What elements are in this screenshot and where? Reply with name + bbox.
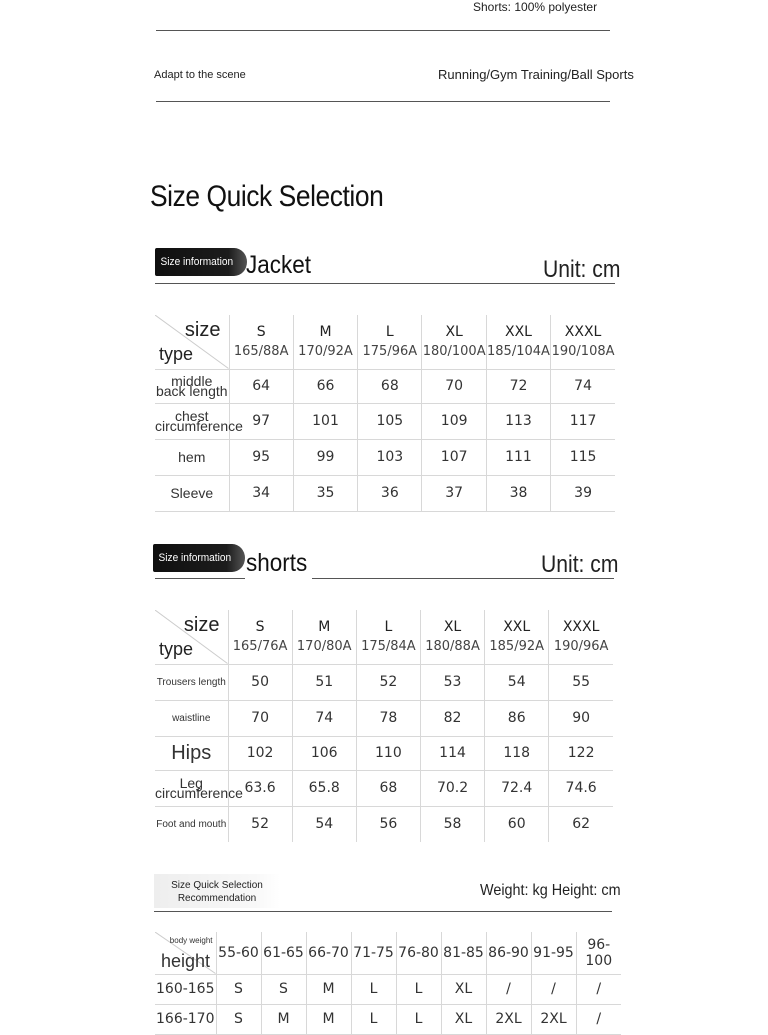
cell: 78 <box>356 700 420 736</box>
size-col-header: L 175/84A <box>356 610 420 664</box>
divider <box>312 578 614 579</box>
jacket-title: Jacket <box>246 251 312 279</box>
cell: 74.6 <box>549 770 613 806</box>
cell: / <box>486 974 531 1004</box>
cell: 95 <box>229 439 293 475</box>
row-label: waistline <box>155 700 228 736</box>
cell: 106 <box>292 736 356 770</box>
size-col-header: XXXL 190/108A <box>551 315 615 369</box>
size-col-header: XL 180/88A <box>420 610 484 664</box>
cell: 68 <box>356 770 420 806</box>
row-label: Hips <box>155 736 228 770</box>
jacket-unit: Unit: cm <box>543 256 621 283</box>
cell: 36 <box>358 475 422 511</box>
cell: 72 <box>486 369 550 403</box>
cell: M <box>306 974 351 1004</box>
table-row <box>155 806 613 842</box>
cell: 60 <box>485 806 549 842</box>
table-row <box>155 439 615 475</box>
table-row <box>155 700 613 736</box>
divider <box>156 30 610 31</box>
row-label: chest circumference <box>155 403 229 439</box>
weight-header: 61-65 <box>261 932 306 974</box>
cell: 63.6 <box>228 770 292 806</box>
cell: 2XL <box>486 1004 531 1034</box>
cell: 74 <box>292 700 356 736</box>
cell: 115 <box>551 439 615 475</box>
cell: 50 <box>228 664 292 700</box>
cell: S <box>261 974 306 1004</box>
weight-header: 76-80 <box>396 932 441 974</box>
cell: / <box>576 974 621 1004</box>
table-row <box>155 770 613 806</box>
cell: M <box>306 1004 351 1034</box>
scene-label: Adapt to the scene <box>154 69 246 81</box>
cell: 117 <box>551 403 615 439</box>
divider <box>155 283 615 284</box>
cell: 111 <box>486 439 550 475</box>
weight-header: 86-90 <box>486 932 531 974</box>
row-label: Trousers length <box>155 664 228 700</box>
cell: 38 <box>486 475 550 511</box>
cell: 64 <box>229 369 293 403</box>
weight-header: 55-60 <box>216 932 261 974</box>
cell: 2XL <box>531 1004 576 1034</box>
cell: 37 <box>422 475 486 511</box>
size-col-header: S 165/76A <box>228 610 292 664</box>
cell: 55 <box>549 664 613 700</box>
cell: / <box>531 974 576 1004</box>
size-col-header: L 175/96A <box>358 315 422 369</box>
weight-header: 96-100 <box>576 932 621 974</box>
cell: L <box>396 974 441 1004</box>
scene-value: Running/Gym Training/Ball Sports <box>438 67 634 82</box>
table-row <box>155 974 621 1004</box>
cell: S <box>216 974 261 1004</box>
cell: L <box>351 1004 396 1034</box>
size-col-header: S 165/88A <box>229 315 293 369</box>
size-col-header: XXL 185/92A <box>485 610 549 664</box>
cell: 110 <box>356 736 420 770</box>
table-corner: body weight height <box>155 932 216 974</box>
cell: 109 <box>422 403 486 439</box>
shorts-size-table <box>155 610 613 842</box>
page-title: Size Quick Selection <box>150 180 384 213</box>
cell: 65.8 <box>292 770 356 806</box>
cell: / <box>576 1004 621 1034</box>
cell: 70 <box>228 700 292 736</box>
cell: XL <box>441 974 486 1004</box>
table-row <box>155 369 615 403</box>
cell: 34 <box>229 475 293 511</box>
weight-header: 66-70 <box>306 932 351 974</box>
cell: 54 <box>292 806 356 842</box>
divider <box>154 911 612 912</box>
size-col-header: XXXL 190/96A <box>549 610 613 664</box>
cell: XL <box>441 1004 486 1034</box>
cell: 39 <box>551 475 615 511</box>
size-col-header: XXL 185/104A <box>486 315 550 369</box>
cell: 53 <box>420 664 484 700</box>
recommendation-unit: Weight: kg Height: cm <box>480 882 621 899</box>
cell: 52 <box>356 664 420 700</box>
table-row <box>155 475 615 511</box>
recommendation-badge: Size Quick Selection Recommendation <box>154 874 280 908</box>
cell: 72.4 <box>485 770 549 806</box>
cell: 70.2 <box>420 770 484 806</box>
cell: L <box>351 974 396 1004</box>
weight-header: 71-75 <box>351 932 396 974</box>
fabric-shorts-text: Shorts: 100% polyester <box>473 0 598 14</box>
row-label: Leg circumference <box>155 770 228 806</box>
table-corner: size type <box>155 610 228 664</box>
divider <box>156 101 610 102</box>
cell: 101 <box>293 403 357 439</box>
shorts-title: shorts <box>246 549 308 577</box>
size-col-header: M 170/92A <box>293 315 357 369</box>
recommendation-table <box>155 932 621 1035</box>
cell: S <box>216 1004 261 1034</box>
table-row <box>155 664 613 700</box>
cell: 107 <box>422 439 486 475</box>
row-label: middle back length <box>155 369 229 403</box>
cell: 122 <box>549 736 613 770</box>
size-col-header: XL 180/100A <box>422 315 486 369</box>
cell: 70 <box>422 369 486 403</box>
cell: 82 <box>420 700 484 736</box>
cell: 113 <box>486 403 550 439</box>
cell: 74 <box>551 369 615 403</box>
row-label: Sleeve <box>155 475 229 511</box>
weight-header: 91-95 <box>531 932 576 974</box>
divider <box>155 578 245 579</box>
table-corner: size type <box>155 315 229 369</box>
cell: M <box>261 1004 306 1034</box>
cell: 118 <box>485 736 549 770</box>
cell: 103 <box>358 439 422 475</box>
cell: 86 <box>485 700 549 736</box>
cell: 54 <box>485 664 549 700</box>
jacket-size-table <box>155 315 615 512</box>
cell: 99 <box>293 439 357 475</box>
cell: 51 <box>292 664 356 700</box>
row-label: Foot and mouth <box>155 806 228 842</box>
cell: 52 <box>228 806 292 842</box>
cell: 114 <box>420 736 484 770</box>
cell: 102 <box>228 736 292 770</box>
cell: 105 <box>358 403 422 439</box>
cell: 56 <box>356 806 420 842</box>
cell: 62 <box>549 806 613 842</box>
table-row <box>155 1004 621 1034</box>
size-info-badge: Size information <box>153 544 245 572</box>
cell: L <box>396 1004 441 1034</box>
table-row <box>155 403 615 439</box>
cell: 90 <box>549 700 613 736</box>
cell: 35 <box>293 475 357 511</box>
size-info-badge: Size information <box>155 248 247 276</box>
cell: 97 <box>229 403 293 439</box>
size-col-header: M 170/80A <box>292 610 356 664</box>
row-label: hem <box>155 439 229 475</box>
cell: 68 <box>358 369 422 403</box>
row-label: 160-165 <box>155 974 216 1004</box>
weight-header: 81-85 <box>441 932 486 974</box>
shorts-unit: Unit: cm <box>541 551 619 578</box>
table-row <box>155 736 613 770</box>
cell: 58 <box>420 806 484 842</box>
cell: 66 <box>293 369 357 403</box>
row-label: 166-170 <box>155 1004 216 1034</box>
